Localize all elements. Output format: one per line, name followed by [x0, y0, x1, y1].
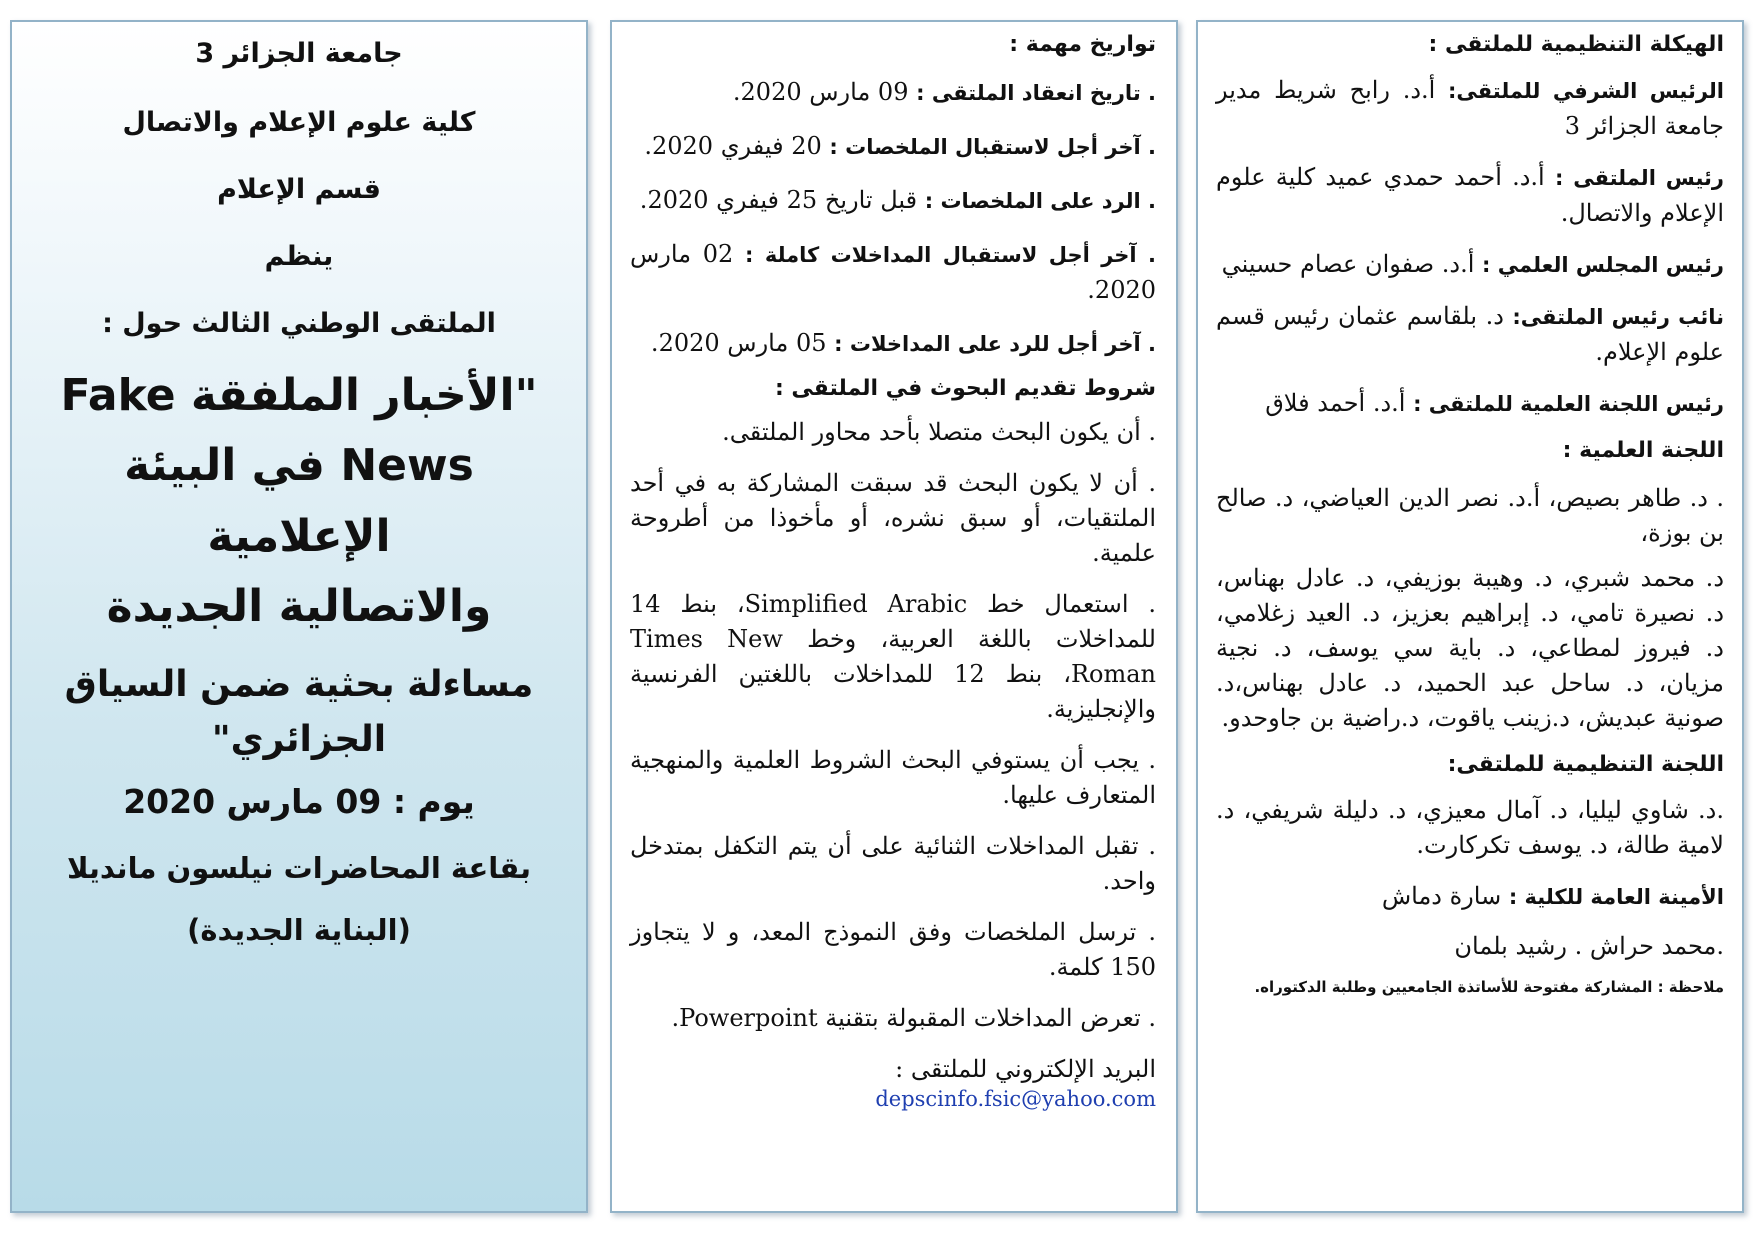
role-item: نائب رئيس الملتقى: د. بلقاسم عثمان رئيس قسم علوم الإعلام.	[1216, 302, 1724, 366]
secretary-general: الأمينة العامة للكلية : سارة دماش	[1381, 882, 1724, 910]
forum-venue: بقاعة المحاضرات نيلسون مانديلا	[67, 851, 531, 886]
roles-list	[1216, 73, 1724, 422]
forum-subtitle-line-1: مساءلة بحثية ضمن السياق	[64, 663, 534, 705]
scientific-committee-members-2: د. محمد شبري، د. وهيبة بوزيفي، د. عادل بهناس، د. نصيرة تامي، د. إبراهيم بعزيز، د. العيد زغلامي، د. فيروز لمطاعي، د. باية سي يوسف، د. نجية مزيان، د. ساحل عبد الحميد، د. عادل بهناس،د. صونية عبديش، د.زينب ياقوت، د.راضية بن جاوحدو.	[1216, 564, 1724, 732]
date-item: . آخر أجل للرد على المداخلات : 05 مارس 2020.	[650, 329, 1156, 357]
university-name: جامعة الجزائر 3	[195, 38, 403, 69]
condition-item: . ترسل الملخصات وفق النموذج المعد، و لا يتجاوز 150 كلمة.	[630, 918, 1156, 981]
scientific-committee-members-1: . د. طاهر بصيص، أ.د. نصر الدين العياضي، د. صالح بن بوزة،	[1216, 484, 1724, 547]
email-label: البريد الإلكتروني للملتقى :	[895, 1055, 1156, 1083]
info-panel	[610, 20, 1178, 1213]
email-link[interactable]: depscinfo.fsic@yahoo.com	[875, 1087, 1156, 1111]
condition-item: . يجب أن يستوفي البحث الشروط العلمية والمنهجية المتعارف عليها.	[630, 746, 1156, 809]
organizes-label: ينظم	[264, 241, 334, 272]
condition-item: . تقبل المداخلات الثنائية على أن يتم التكفل بمتدخل واحد.	[630, 832, 1156, 895]
condition-item: . أن يكون البحث متصلا بأحد محاور الملتقى.	[722, 418, 1156, 446]
conditions-title: شروط تقديم البحوث في الملتقى :	[774, 376, 1156, 401]
organizing-committee-title: اللجنة التنظيمية للملتقى:	[1447, 752, 1724, 777]
date-item: . آخر أجل لاستقبال المداخلات كاملة : 02 مارس 2020.	[630, 240, 1156, 304]
organizing-committee-members: .د. شاوي ليليا، د. آمال معيزي، د. دليلة شريفي، د. لامية طالة، د. يوسف تكركارت.	[1216, 796, 1724, 859]
forum-title-line-1: "الأخبار الملفقة Fake	[60, 370, 538, 421]
role-item: الرئيس الشرفي للملتقى: أ.د. رابح شريط مدير جامعة الجزائر 3	[1216, 76, 1724, 140]
forum-date: يوم : 09 مارس 2020	[123, 782, 475, 822]
forum-title	[40, 361, 558, 643]
forum-intro: الملتقى الوطني الثالث حول :	[102, 308, 496, 339]
condition-item: . استعمال خط Simplified Arabic، بنط 14 للمداخلات باللغة العربية، وخط Times New Roman، بنط 12 للمداخلات باللغتين الفرنسية والإنجليزية.	[630, 590, 1157, 723]
title-panel	[10, 20, 588, 1213]
forum-title-line-3: والاتصالية الجديدة	[106, 581, 492, 633]
condition-item: . تعرض المداخلات المقبولة بتقنية Powerpoint.	[671, 1004, 1156, 1032]
organization-panel	[1196, 20, 1744, 1213]
forum-subtitle-line-2: الجزائري"	[211, 719, 387, 761]
role-item: رئيس الملتقى : أ.د. أحمد حمدي عميد كلية علوم الإعلام والاتصال.	[1216, 163, 1725, 227]
date-item: . تاريخ انعقاد الملتقى : 09 مارس 2020.	[732, 78, 1156, 106]
role-item: رئيس اللجنة العلمية للملتقى : أ.د. أحمد فلاق	[1265, 389, 1724, 417]
role-item: رئيس المجلس العلمي : أ.د. صفوان عصام حسيني	[1221, 250, 1724, 278]
condition-item: . أن لا يكون البحث قد سبقت المشاركة به في أحد الملتقيات، أو سبق نشره، أو مأخوذا من أطروحة علمية.	[630, 469, 1156, 567]
conditions-list	[630, 415, 1156, 1036]
important-dates-list	[630, 75, 1156, 362]
staff-names: .محمد حراش . رشيد بلمان	[1454, 932, 1724, 960]
date-item: . آخر أجل لاستقبال الملخصات : 20 فيفري 2020.	[644, 132, 1156, 160]
forum-title-line-2: News في البيئة الإعلامية	[124, 440, 474, 562]
date-item: . الرد على الملخصات : قبل تاريخ 25 فيفري 2020.	[639, 186, 1156, 214]
department-name: قسم الإعلام	[217, 174, 381, 205]
forum-building: (البناية الجديدة)	[187, 913, 411, 948]
scientific-committee-title: اللجنة العلمية :	[1562, 438, 1724, 463]
faculty-name: كلية علوم الإعلام والاتصال	[122, 107, 476, 138]
important-dates-title: تواريخ مهمة :	[1009, 32, 1156, 57]
forum-subtitle	[40, 657, 558, 769]
structure-title: الهيكلة التنظيمية للملتقى :	[1428, 32, 1724, 57]
participation-note: ملاحظة : المشاركة مفتوحة للأساتذة الجامعيين وطلبة الدكتوراه.	[1254, 978, 1724, 996]
